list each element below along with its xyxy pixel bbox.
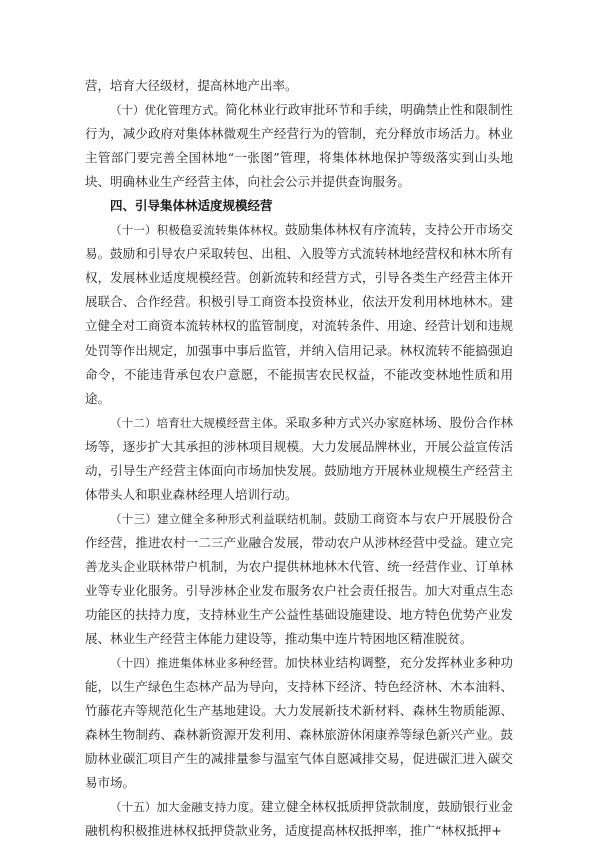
paragraph-11-lead: （十一）积极稳妥流转集体林权。 xyxy=(110,223,286,238)
paragraph-11 xyxy=(85,218,513,410)
paragraph-12 xyxy=(85,411,513,507)
paragraph-10 xyxy=(85,98,513,194)
continuation-paragraph: 营，培育大径级材，提高林地产出率。 xyxy=(85,78,298,93)
paragraph-14-body: 加快林业结构调整，充分发挥林业多种功能，以生产绿色生态林产品为导向，支持林下经济、特色经济林、木本油料、竹藤花卉等规范化生产基地建设。大力发展新技术新材料、森林生物质能源、森林生物制药、森林新资源开发利用、森林旅游休闲康养等绿色新兴产业。鼓励林业碳汇项目产生的减排量参与温室气体自愿减排交易，促进碳汇进入碳交易市场。 xyxy=(85,655,513,791)
paragraph-14-lead: （十四）推进集体林业多种经营。 xyxy=(110,656,286,671)
section-4-heading: 四、引导集体林适度规模经营 xyxy=(110,198,273,214)
paragraph-15-lead: （十五）加大金融支持力度。 xyxy=(110,800,261,815)
paragraph-12-body: 采取多种方式兴办家庭林场、股份合作林场等，逐步扩大其承担的涉林项目规模。大力发展品牌林业，开展公益宣传活动，引导生产经营主体面向市场加快发展。鼓励地方开展林业规模生产经营主体带头人和职业森林经理人培训行动。 xyxy=(85,414,513,502)
document-page xyxy=(85,74,513,844)
paragraph-10-lead: （十）优化管理方式。 xyxy=(110,103,226,118)
paragraph-13-body: 鼓励工商资本与农户开展股份合作经营，推进农村一二三产业融合发展，带动农户从涉林经营中受益。建立完善龙头企业联林带户机制，为农户提供林地林木代管、统一经营作业、订单林业等专业化服务。引导涉林企业发布服务农户社会责任报告。加大对重点生态功能区的扶持力度，支持林业生产公益性基础设施建设、地方特色优势产业发展、林业生产经营主体能力建设等，推动集中连片特困地区精准脱贫。 xyxy=(85,510,513,647)
paragraph-13-lead: （十三）建立健全多种形式利益联结机制。 xyxy=(110,511,335,526)
paragraph-15-body: 建立健全林权抵质押贷款制度，鼓励银行业金融机构积极推进林权抵押贷款业务，适度提高林权抵押率，推广“林权抵押+ xyxy=(85,799,513,839)
paragraph-10-body: 简化林业行政审批环节和手续，明确禁止性和限制性行为，减少政府对集体林微观生产经营行为的管制，充分释放市场活力。林业主管部门要完善全国林地“一张图”管理，将集体林地保护等级落实到山头地块、明确林业生产经营主体，向社会公示并提供查询服务。 xyxy=(85,102,513,190)
paragraph-15 xyxy=(85,795,513,843)
paragraph-13 xyxy=(85,507,513,651)
paragraph-11-body: 鼓励集体林权有序流转，支持公开市场交易。鼓励和引导农户采取转包、出租、入股等方式流转林地经营权和林木所有权，发展林业适度规模经营。创新流转和经营方式，引导各类生产经营主体开展联合、合作经营。积极引导工商资本投资林业，依法开发利用林地林木。建立健全对工商资本流转林权的监管制度，对流转条件、用途、经营计划和违规处罚等作出规定，加强事中事后监管，并纳入信用记录。林权流转不能搞强迫命令，不能违背承包农户意愿，不能损害农民权益，不能改变林地性质和用途。 xyxy=(85,222,513,406)
paragraph-14 xyxy=(85,651,513,795)
paragraph-12-lead: （十二）培育壮大规模经营主体。 xyxy=(110,415,286,430)
